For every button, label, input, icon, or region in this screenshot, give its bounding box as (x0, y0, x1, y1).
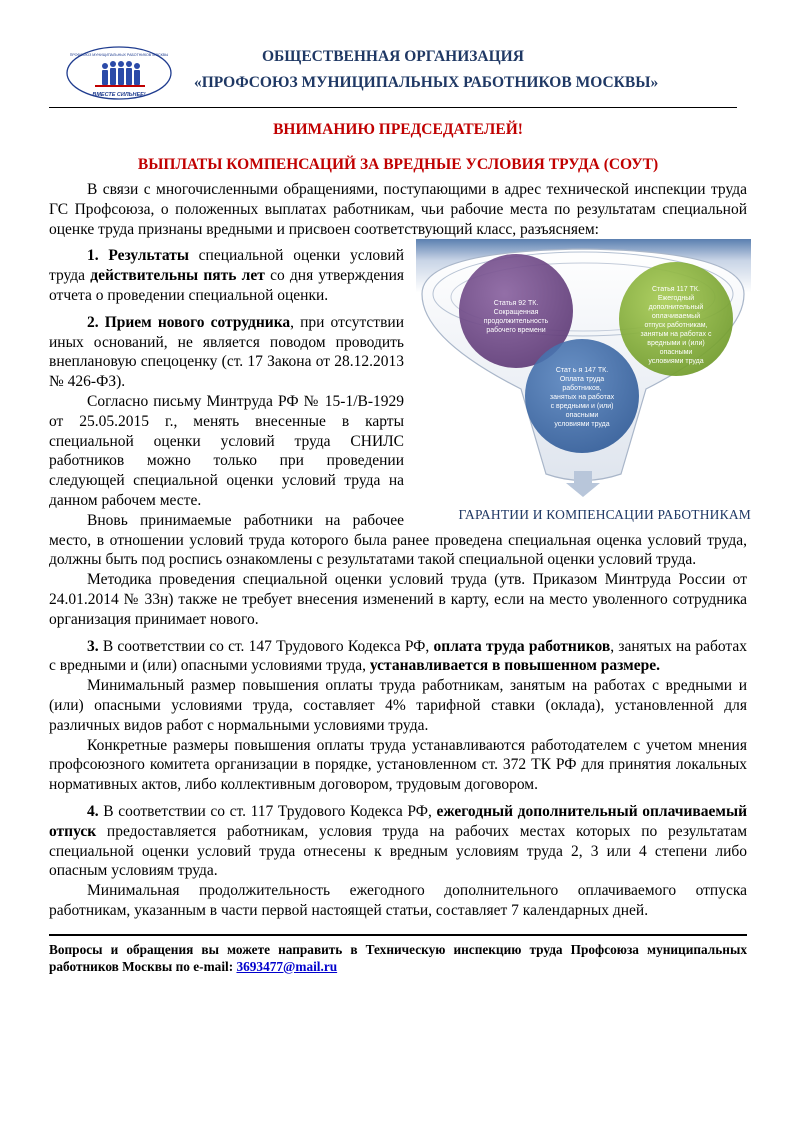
org-name-line1: ОБЩЕСТВЕННАЯ ОРГАНИЗАЦИЯ (262, 48, 524, 65)
green-line-9: условиями труда (648, 358, 704, 366)
item4-duration-paragraph: Минимальная продолжительность ежегодного дополнительного оплачиваемого отпуска работникам, указанным в части первой настоящей статьи, составляет 7 календарных дней. (49, 882, 747, 919)
item3-paragraph: 3. В соответствии со ст. 147 Трудового Кодекса РФ, оплата труда работников, занятых на работах с вредными и (или) опасными условиями труда, устанавливается в повышенном размере. (49, 637, 747, 675)
guarantees-figure (416, 239, 751, 527)
blue-line-4: занятых на работах (549, 394, 615, 402)
blue-line-3: работников, (562, 385, 602, 393)
item2-new-workers-paragraph: Вновь принимаемые работники на рабочее место, в отношении условий труда которого была ранее проведена специальная оценка условий труда, должны быть под роспись ознакомлены с результатами такой специальной оценки условий труда. (49, 511, 747, 569)
blue-line-5: с вредными и (или) (550, 403, 614, 411)
footer-contact: Вопросы и обращения вы можете направить в Техническую инспекцию труда Профсоюза муниципальных работников Москвы по e-mail: 3693477@mail.ru (49, 941, 747, 974)
item1-paragraph: 1. Результаты специальной оценки условий труда действительны пять лет со дня утверждения отчета о проведении специальной оценки. (49, 247, 404, 304)
green-line-4: оплачиваемый (651, 313, 701, 321)
union-logo (65, 45, 173, 101)
green-line-5: отпуск работникам, (644, 322, 708, 330)
purple-line-4: рабочего времени (486, 327, 546, 335)
item4-paragraph: 4. В соответствии со ст. 117 Трудового Кодекса РФ, ежегодный дополнительный оплачиваемый отпуск предоставляется работникам, условия труда на рабочих местах которых по результатам специальной оценки условий труда отнесены к вредным условиям труда 2, 3 или 4 степени либо опасным условиям труда. (49, 802, 748, 880)
green-line-7: вредными и (или) (647, 340, 705, 348)
blue-line-2: Оплата труда (559, 376, 605, 384)
blue-line-7: условиями труда (554, 421, 610, 429)
header-divider (49, 107, 737, 108)
letterhead (49, 36, 747, 108)
document-page (49, 36, 751, 975)
green-line-1: Статья 117 ТК. (652, 286, 700, 294)
blue-line-1: Стат ь я 147 ТК. (555, 367, 609, 375)
attention-title: ВНИМАНИЮ ПРЕДСЕДАТЕЛЕЙ! (273, 121, 523, 138)
logo-top-text: ПРОФСОЮЗ МУНИЦИПАЛЬНЫХ РАБОТНИКОВ МОСКВЫ (69, 53, 169, 57)
contact-email-link[interactable]: 3693477@mail.ru (236, 958, 338, 974)
item3-specific-paragraph: Конкретные размеры повышения оплаты труда устанавливаются работодателем с учетом мнения профсоюзного комитета организации в порядке, установленном ст. 372 ТК РФ для принятия локальных нормативных актов, либо коллективным договором, трудовым договором. (49, 736, 747, 794)
org-name-line2: «ПРОФСОЮЗ МУНИЦИПАЛЬНЫХ РАБОТНИКОВ МОСКВЫ» (194, 74, 659, 91)
purple-line-2: Сокращенная (493, 309, 539, 317)
figure-caption: ГАРАНТИИ И КОМПЕНСАЦИИ РАБОТНИКАМ (458, 507, 751, 523)
intro-paragraph: В связи с многочисленными обращениями, поступающими в адрес технической инспекции труда ГС Профсоюза, о положенных выплатах работникам, чьи рабочие места по результатам специальной оценке труда признаны вредными и присвоен соответствующий класс, разъясняем: (49, 181, 747, 238)
document-body (49, 180, 751, 921)
purple-line-3: продолжительность (483, 318, 549, 326)
main-title: ВЫПЛАТЫ КОМПЕНСАЦИЙ ЗА ВРЕДНЫЕ УСЛОВИЯ ТРУДА (СОУТ) (137, 156, 659, 173)
green-line-2: Ежегодный (657, 295, 695, 303)
item2-letter-paragraph: Согласно письму Минтруда РФ № 15-1/В-1929 от 25.05.2015 г., менять внесенные в карты специальной оценки условий труда СНИЛС работников можно только при проведении следующей специальной оценки условий труда на данном рабочем месте. (49, 392, 404, 509)
blue-line-6: опасными (565, 412, 599, 420)
footer-divider (49, 934, 747, 936)
item2-paragraph: 2. Прием нового сотрудника, при отсутствии иных оснований, не является поводом проводить внеплановую спецоценку (ст. 17 Закона от 28.12.2013 № 426-ФЗ). (49, 313, 404, 391)
green-line-8: опасными (659, 349, 693, 357)
logo-motto: ВМЕСТЕ СИЛЬНЕЕ! (92, 92, 146, 98)
item2-methodology-paragraph: Методика проведения специальной оценки условий труда (утв. Приказом Минтруда России от 24.01.2014 № 33н) также не требует внесения изменений в карту, если на место уволенного сотрудника организация принимает нового. (49, 571, 747, 628)
green-line-6: занятым на работах с (640, 331, 712, 339)
purple-line-1: Статья 92 ТК. (493, 300, 539, 308)
green-line-3: дополнительный (648, 304, 704, 312)
item3-minimum-paragraph: Минимальный размер повышения оплаты труда работникам, занятым на работах с вредными и (или) опасными условиями труда, составляет 4% тарифной ставки (оклада), установленной для различных видов работ с нормальными условиями труда. (49, 677, 747, 734)
